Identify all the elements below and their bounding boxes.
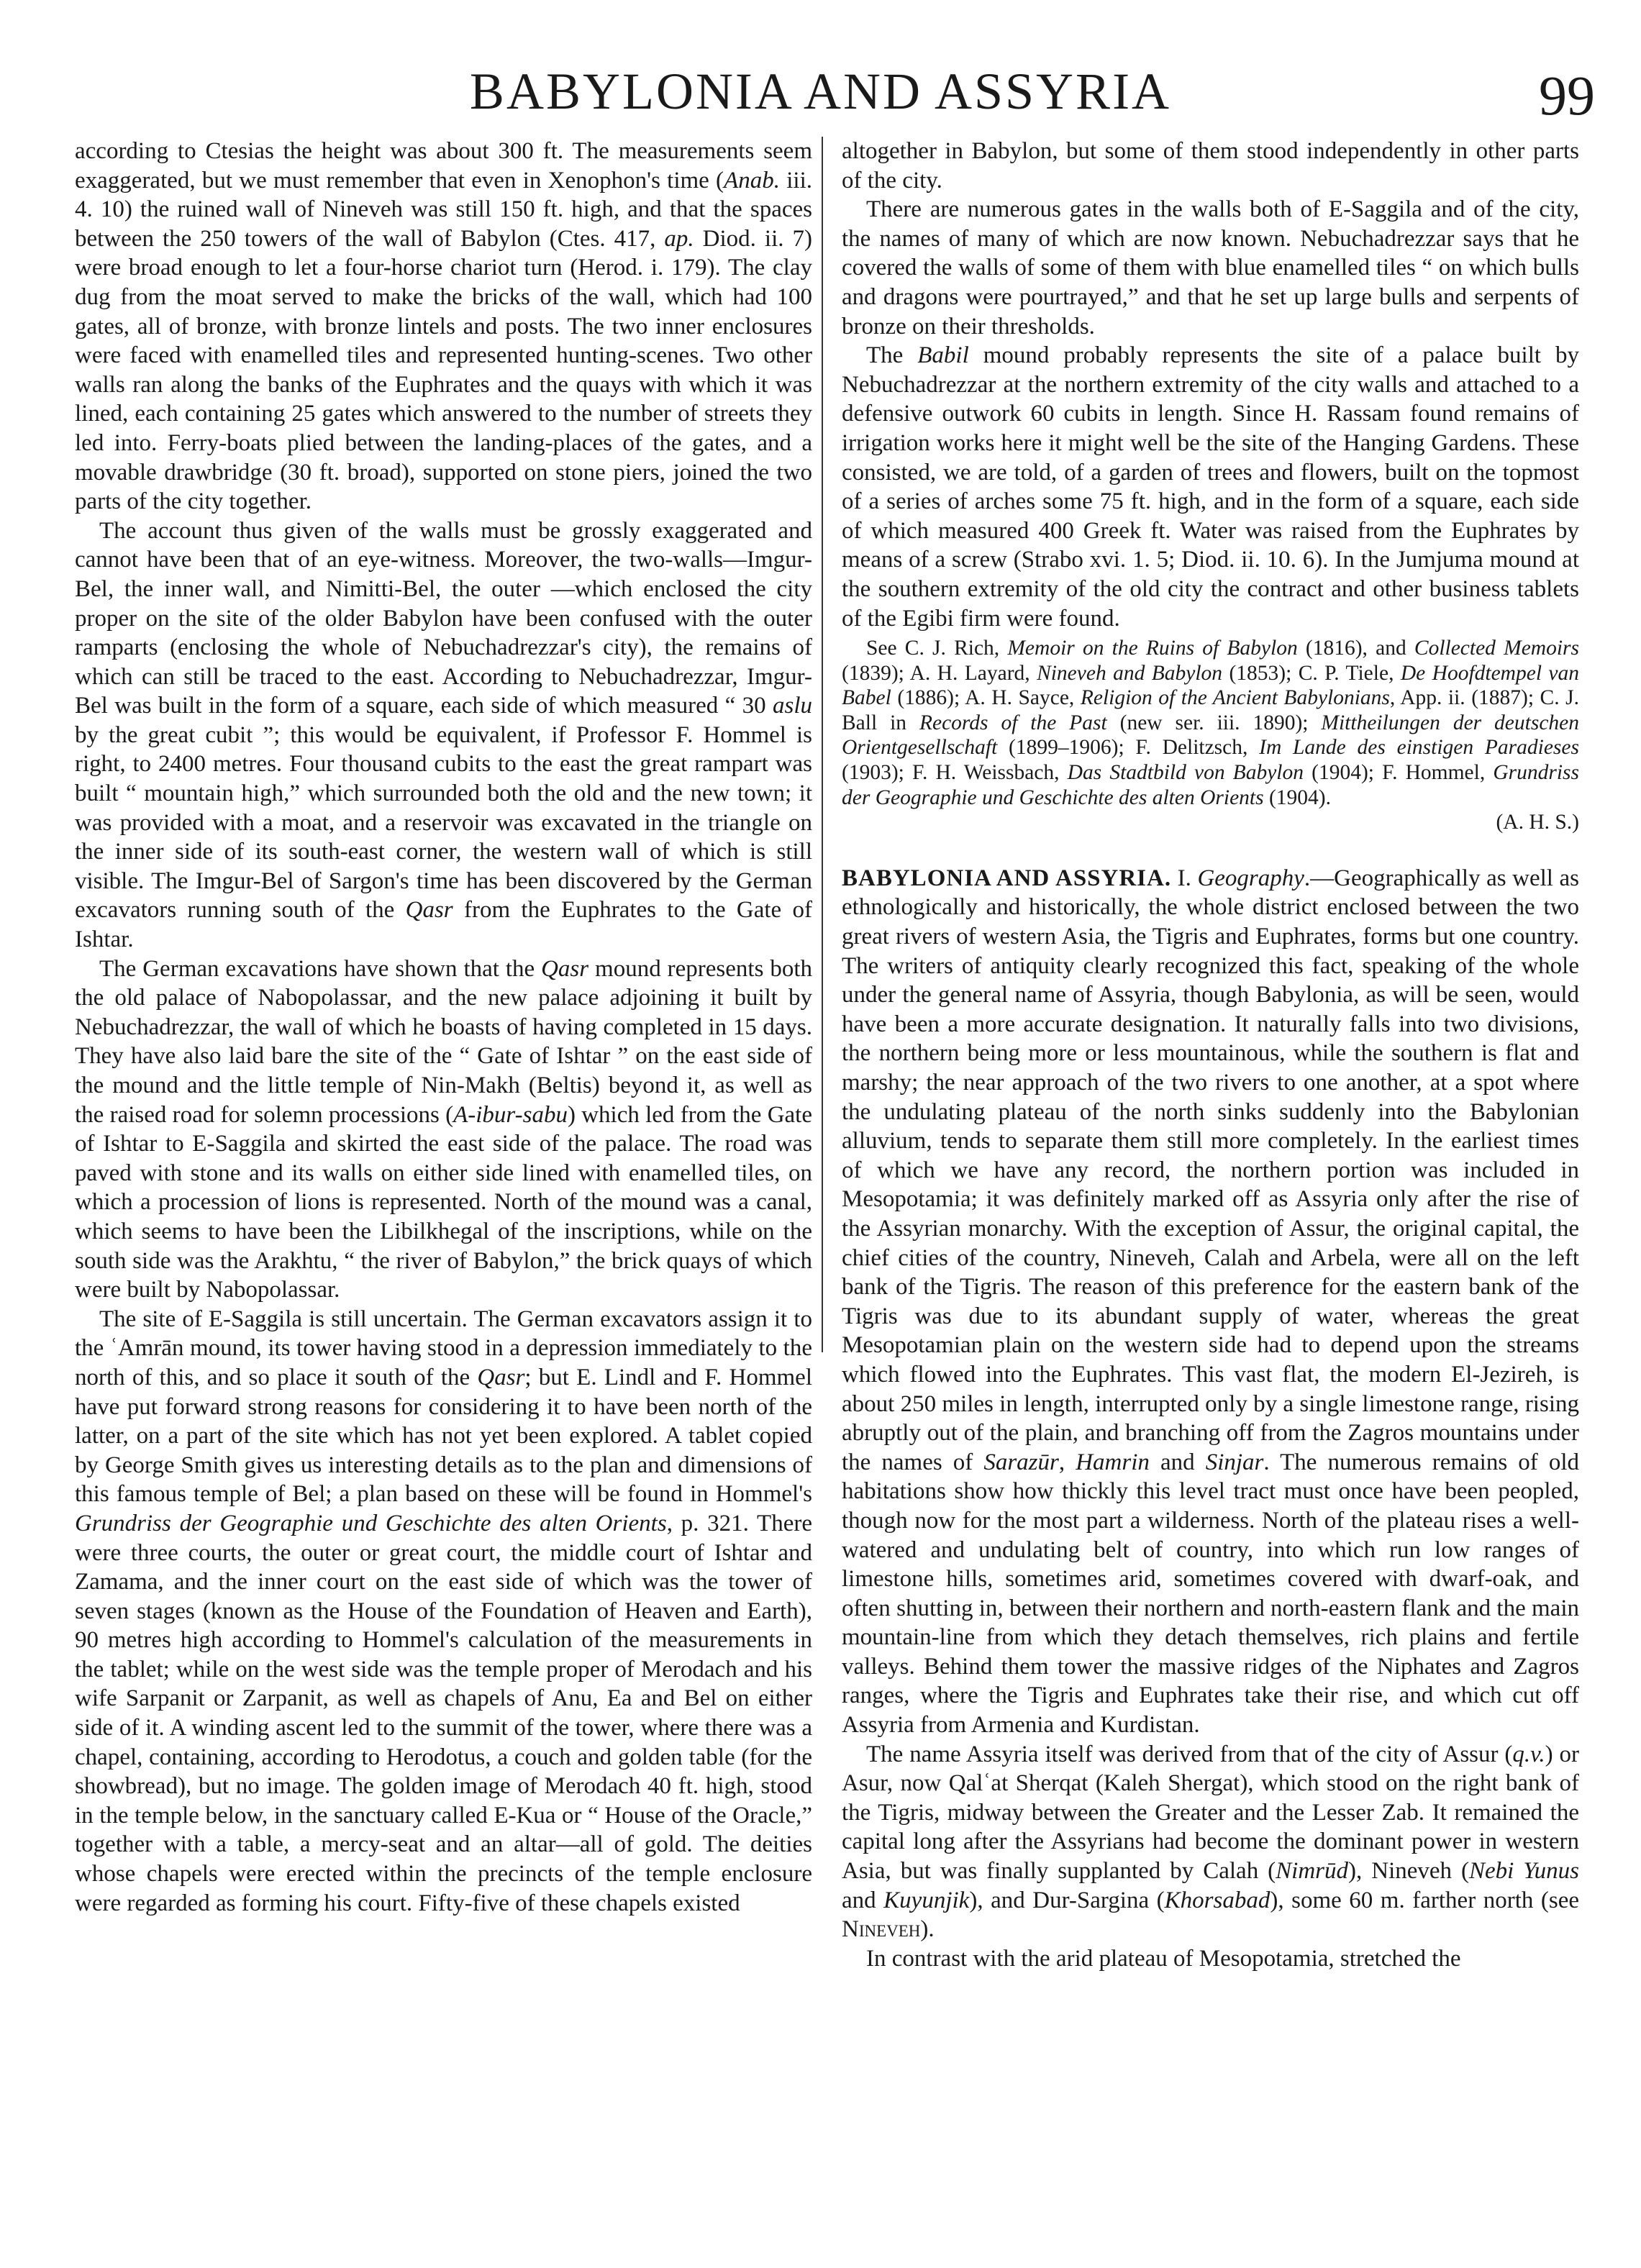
paragraph: altogether in Babylon, but some of them stood independently in other parts of the city. <box>842 138 1579 193</box>
paragraph: In contrast with the arid plateau of Mesopotamia, stretched the <box>866 1945 1461 1972</box>
paragraph: according to Ctesias the height was about 300 ft. The measurements seem exaggerated, but we must remember that even in Xenophon's time (Anab. iii. 4. 10) the ruined wall of Nineveh was still 150 ft. high, and that the spaces between the 250 towers of the wall of Babylon (Ctes. 417, ap. Diod. ii. 7) were broad enough to let a four-horse chariot turn (Herod. i. 179). The clay dug from the moat served to make the bricks of the wall, which had 100 gates, all of bronze, with bronze lintels and posts. The two inner enclosures were faced with enamelled tiles and represented hunting-scenes. Two other walls ran along the banks of the Euphrates and the quays with which it was lined, each containing 25 gates which answered to the number of streets they led into. Ferry-boats plied between the landing-places of the gates, and a movable drawbridge (30 ft. broad), supported on stone piers, joined the two parts of the city together. <box>75 138 812 515</box>
paragraph: The account thus given of the walls must be grossly exaggerated and cannot have been that of an eye-witness. Moreover, the two-walls—Imgur-Bel, the inner wall, and Nimitti-Bel, the outer —which enclosed the city proper on the site of the older Babylon have been confused with the outer ramparts (enclosing the whole of Nebuchadrezzar's city), the remains of which can still be traced to the east. According to Nebuchadrezzar, Imgur-Bel was built in the form of a square, each side of which measured “ 30 aslu by the great cubit ”; this would be equivalent, if Professor F. Hommel is right, to 2400 metres. Four thousand cubits to the east the great rampart was built “ mountain high,” which surrounded both the old and the new town; it was provided with a moat, and a reservoir was excavated in the triangle on the inner side of its south-east corner, the western wall of which is still visible. The Imgur-Bel of Sargon's time has been discovered by the German excavators running south of the Qasr from the Euphrates to the Gate of Ishtar. <box>75 517 812 953</box>
paragraph: The Babil mound probably represents the site of a palace built by Nebuchadrezzar at the northern extremity of the city walls and attached to a defensive outwork 60 cubits in length. Since H. Rassam found remains of irrigation works here it might well be the site of the Hanging Gardens. These consisted, we are told, of a garden of trees and flowers, built on the topmost of a series of arches some 75 ft. high, and in the form of a square, each side of which measured 400 Greek ft. Water was raised from the Euphrates by means of a screw (Strabo xvi. 1. 5; Diod. ii. 10. 6). In the Jumjuma mound at the southern extremity of the old city the contract and other business tablets of the Egibi firm were found. <box>842 342 1579 632</box>
page-header <box>0 59 1641 127</box>
paragraph: The German excavations have shown that the Qasr mound represents both the old palace of Nabopolassar, and the new palace adjoining it built by Nebuchadrezzar, the wall of which he boasts of having completed in 15 days. They have also laid bare the site of the “ Gate of Ishtar ” on the east side of the mound and the little temple of Nin-Makh (Beltis) beyond it, as well as the raised road for solemn processions (A-ibur-sabu) which led from the Gate of Ishtar to E-Saggila and skirted the east side of the palace. The road was paved with stone and its walls on either side lined with enamelled tiles, on which a procession of lions is represented. North of the mound was a canal, which seems to have been the Libilkhegal of the inscriptions, while on the south side was the Arakhtu, “ the river of Babylon,” the brick quays of which were built by Nabopolassar. <box>75 955 812 1303</box>
left-column <box>75 137 812 2244</box>
article-author: (A. H. S.) <box>1496 811 1579 834</box>
running-title: BABYLONIA AND ASSYRIA <box>469 63 1172 120</box>
bibliography: See C. J. Rich, Memoir on the Ruins of Babylon (1816), and Collected Memoirs (1839); A. H. Layard, Nineveh and Babylon (1853); C. P. Tiele, De Hoofdtempel van Babel (1886); A. H. Sayce, Religion of the Ancient Babylonians, App. ii. (1887); C. J. Ball in Records of the Past (new ser. iii. 1890); Mittheilungen der deutschen Orientgesellschaft (1899–1906); F. Delitzsch, Im Lande des einstigen Paradieses (1903); F. H. Weissbach, Das Stadtbild von Babylon (1904); F. Hommel, Grundriss der Geographie und Geschichte des alten Orients (1904). (A. H. S.) <box>842 637 1579 834</box>
paragraph: There are numerous gates in the walls both of E-Saggila and of the city, the names of many of which are now known. Nebuchadrezzar says that he covered the walls of some of them with blue enamelled tiles “ on which bulls and dragons were pourtrayed,” and that he set up large bulls and serpents of bronze on their thresholds. <box>842 196 1579 340</box>
column-divider <box>822 137 823 1352</box>
article-heading: BABYLONIA AND ASSYRIA. <box>842 865 1172 891</box>
paragraph: The site of E-Saggila is still uncertain. The German excavators assign it to the ʿAmrān mound, its tower having stood in a depression immediately to the north of this, and so place it south of the Qasr; but E. Lindl and F. Hommel have put forward strong reasons for considering it to have been north of the latter, on a part of the site which has not yet been explored. A tablet copied by George Smith gives us interesting details as to the plan and dimensions of this famous temple of Bel; a plan based on these will be found in Hommel's Grundriss der Geographie und Geschichte des alten Orients, p. 321. There were three courts, the outer or great court, the middle court of Ishtar and Zamama, and the inner court on the east side of which was the tower of seven stages (known as the House of the Foundation of Heaven and Earth), 90 metres high according to Hommel's calculation of the measurements in the tablet; while on the west side was the temple proper of Merodach and his wife Sarpanit or Zarpanit, as well as chapels of Anu, Ea and Bel on either side of it. A winding ascent led to the summit of the tower, where there was a chapel, containing, according to Herodotus, a couch and golden table (for the showbread), but no image. The golden image of Merodach 40 ft. high, stood in the temple below, in the sanctuary called E-Kua or “ House of the Oracle,” together with a table, a mercy-seat and an altar—all of gold. The deities whose chapels were erected within the precincts of the temple enclosure were regarded as forming his court. Fifty-five of these chapels existed <box>75 1306 812 1916</box>
section-start: BABYLONIA AND ASSYRIA. I. Geography.—Geographically as well as ethnologically and historically, the whole district enclosed between the two great rivers of western Asia, the Tigris and Euphrates, forms but one country. The writers of antiquity clearly recognized this fact, speaking of the whole under the general name of Assyria, though Babylonia, as will be seen, would have been a more accurate designation. It naturally falls into two divisions, the northern being more or less mountainous, while the southern is flat and marshy; the near approach of the two rivers to one another, at a spot where the undulating plateau of the north sinks suddenly into the Babylonian alluvium, tends to separate them still more completely. In the earliest times of which we have any record, the northern portion was included in Mesopotamia; it was definitely marked off as Assyria only after the rise of the Assyrian monarchy. With the exception of Assur, the original capital, the chief cities of the country, Nineveh, Calah and Arbela, were all on the left bank of the Tigris. The reason of this preference for the eastern bank of the Tigris was due to its abundant supply of water, whereas the great Mesopotamian plain on the western side had to depend upon the streams which flowed into the Euphrates. This vast flat, the modern El-Jezireh, is about 250 miles in length, interrupted only by a single limestone range, rising abruptly out of the plain, and branching off from the Zagros mountains under the names of Sarazūr, Hamrin and Sinjar. The numerous remains of old habitations show how thickly this level tract must once have been peopled, though now for the most part a wilderness. North of the plateau rises a well-watered and undulating belt of country, into which run low ranges of limestone hills, sometimes arid, sometimes covered with dwarf-oak, and often shutting in, between their northern and north-eastern flank and the main mountain-line from which they detach themselves, rich plains and fertile valleys. Behind them tower the massive ridges of the Niphates and Zagros ranges, where the Tigris and Euphrates take their rise, and which cut off Assyria from Armenia and Kurdistan. <box>842 865 1579 1739</box>
page-number: 99 <box>1539 64 1595 127</box>
paragraph: The name Assyria itself was derived from that of the city of Assur (q.v.) or Asur, now Qalʿat Sherqat (Kaleh Shergat), which stood on the right bank of the Tigris, midway between the Greater and the Lesser Zab. It remained the capital long after the Assyrians had become the dominant power in western Asia, but was finally supplanted by Calah (Nimrūd), Nineveh (Nebi Yunus and Kuyunjik), and Dur-Sargina (Khorsabad), some 60 m. farther north (see Nineveh). <box>842 1741 1579 1943</box>
right-column <box>842 137 1579 2244</box>
section-label: Geography <box>1197 865 1304 891</box>
